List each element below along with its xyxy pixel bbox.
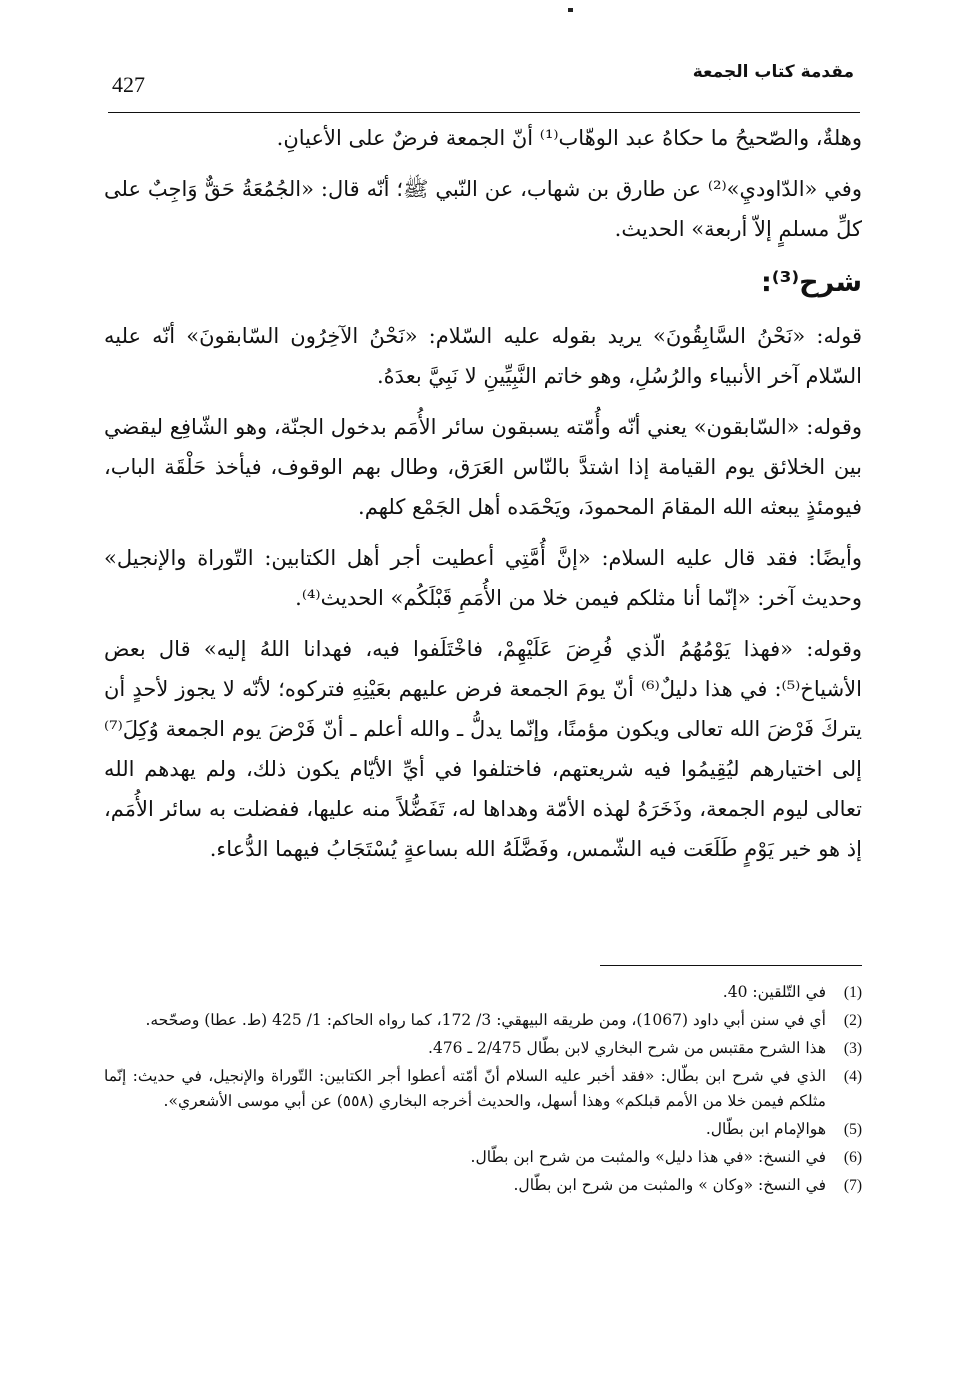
scan-mark [568,8,573,12]
footnote-text: الذي في شرح ابن بطّال: «فقد أخبر عليه السلام أنّ أمّته أعطوا أجر الكتابين: التّوراة والإنجيل، في حديث: إنّما مثلكم فيمن خلا من الأمم قبلكم» وهذا أسهل، والحديث أخرجه البخاري (٥٥٨) عن أبي موسى الأشعري». [104,1067,826,1110]
paragraph-4: وقوله: «السّابقون» يعني أنّه وأُمّته يسبقون سائر الأُمَم بدخول الجنّة، وهو الشّافِع ليقضي بين الخلائق يوم القيامة إذا اشتدَّ بالنّاس العَرَق، وطال بهم الوقوف، فيأخذ حَلْقَة الباب، فيومئذٍ يبعثه الله المقامَ المحمودَ، ويَحْمَده أهل الجَمْع كلهم. [104,415,862,519]
footnote-number: (1) [843,984,862,1001]
footnote-1 [104,980,862,1005]
footnote-number: (7) [843,1177,862,1194]
footnote-number: (6) [843,1149,862,1166]
footnote-4 [104,1064,862,1114]
footnote-7 [104,1173,862,1198]
section-heading: شرح⁽³⁾: [761,267,862,298]
paragraph-3: قوله: «نَحْنُ السَّابِقُونَ» يريد بقوله عليه السّلام: «نَحْنُ الآخِرُون السّابقونَ» أنّه عليه السّلام آخر الأنبياء والرُسُلِ، وهو خاتم النَّبِيِّينِ لا نَبِيَّ بعدَهُ. [104,324,862,388]
footnote-3 [104,1036,862,1061]
footnote-number: (2) [843,1012,862,1029]
footnote-text: هوالإمام ابن بطّال. [705,1120,826,1138]
footnote-text: في النسخ: «وكان » والمثبت من شرح ابن بطّال. [513,1176,826,1194]
footnote-text: هذا الشرح مقتبس من شرح البخاري لابن بطّال 2/475 ـ 476. [428,1039,826,1057]
running-title: مقدمة كتاب الجمعة [692,62,854,82]
footnote-rule [600,965,862,966]
footnote-6 [104,1145,862,1170]
footnote-number: (3) [843,1040,862,1057]
page-number: 427 [112,72,145,97]
footnote-text: في التّلقين: 40. [722,983,826,1001]
footnote-number: (4) [843,1068,862,1085]
footnote-text: في النسخ: «في هذا دليل» والمثبت من شرح ابن بطّال. [470,1148,826,1166]
footnote-5 [104,1117,862,1142]
paragraph-1: وهلةٌ، والصّحيحُ ما حكاهُ عبد الوهّاب⁽¹⁾ أنّ الجمعة فرضٌ على الأعيانِ. [276,126,862,150]
footnote-number: (5) [843,1121,862,1138]
paragraph-5: وأيضًا: فقد قال عليه السلام: «إنَّ أُمَّتِي أعطيت أجر أهل الكتابين: التّوراة والإنجيل» وحديث آخر: «إنّما أنا مثلكم فيمن خلا من الأُمَمِ قَبْلَكُم» الحديث⁽⁴⁾. [104,546,862,610]
footnote-2 [104,1008,862,1033]
main-text [104,118,862,880]
paragraph-6: وقوله: «فهذا يَوْمُهُمُ الّذي فُرِضَ عَلَيْهِمْ، فاخْتَلَفوا فيه، فهدانا اللهُ إليه» قال بعض الأشياخ⁽⁵⁾: في هذا دليلٌ⁽⁶⁾ أنّ يومَ الجمعة فرض عليهم بعَيْنِهِ فتركوه؛ لأنّه لا يجوز لأحدٍ أن يتركَ فَرْضَ الله تعالى ويكون مؤمنًا، وإنّما يدلُّ ـ والله أعلم ـ أنّ فَرْضَ يوم الجمعة وُكِلَ⁽⁷⁾ إلى اختيارهم ليُقِيمُوا فيه شريعتهم، فاختلفوا في أيِّ الأيّام يكون ذلك، ولم يهدهم الله تعالى ليوم الجمعة، وذَخَرَهُ لهذه الأمّة وهداها له، تَفَضُّلاً منه عليها، ففضلت به سائر الأُمَم، إذ هو خير يَوْمٍ طَلَعَت فيه الشّمس، وفَضَّلَهُ الله بساعةٍ يُسْتَجَابُ فيهما الدُّعاء. [104,637,862,861]
header-rule [108,112,860,113]
footnotes [104,980,862,1201]
footnote-text: أي في سنن أبي داود (1067)، ومن طريقه البيهقي: 3/ 172، كما رواه الحاكم: 1/ 425 (ط. عطا) وصحّحه. [145,1011,826,1029]
paragraph-2: وفي «الدّاوديِ»⁽²⁾ عن طارق بن شهاب، عن النّبي ﷺ؛ أنّه قال: «الجُمُعَةُ حَقٌّ وَاجِبٌ على كلِّ مسلمٍ إلاّ أربعة» الحديث. [104,177,862,241]
